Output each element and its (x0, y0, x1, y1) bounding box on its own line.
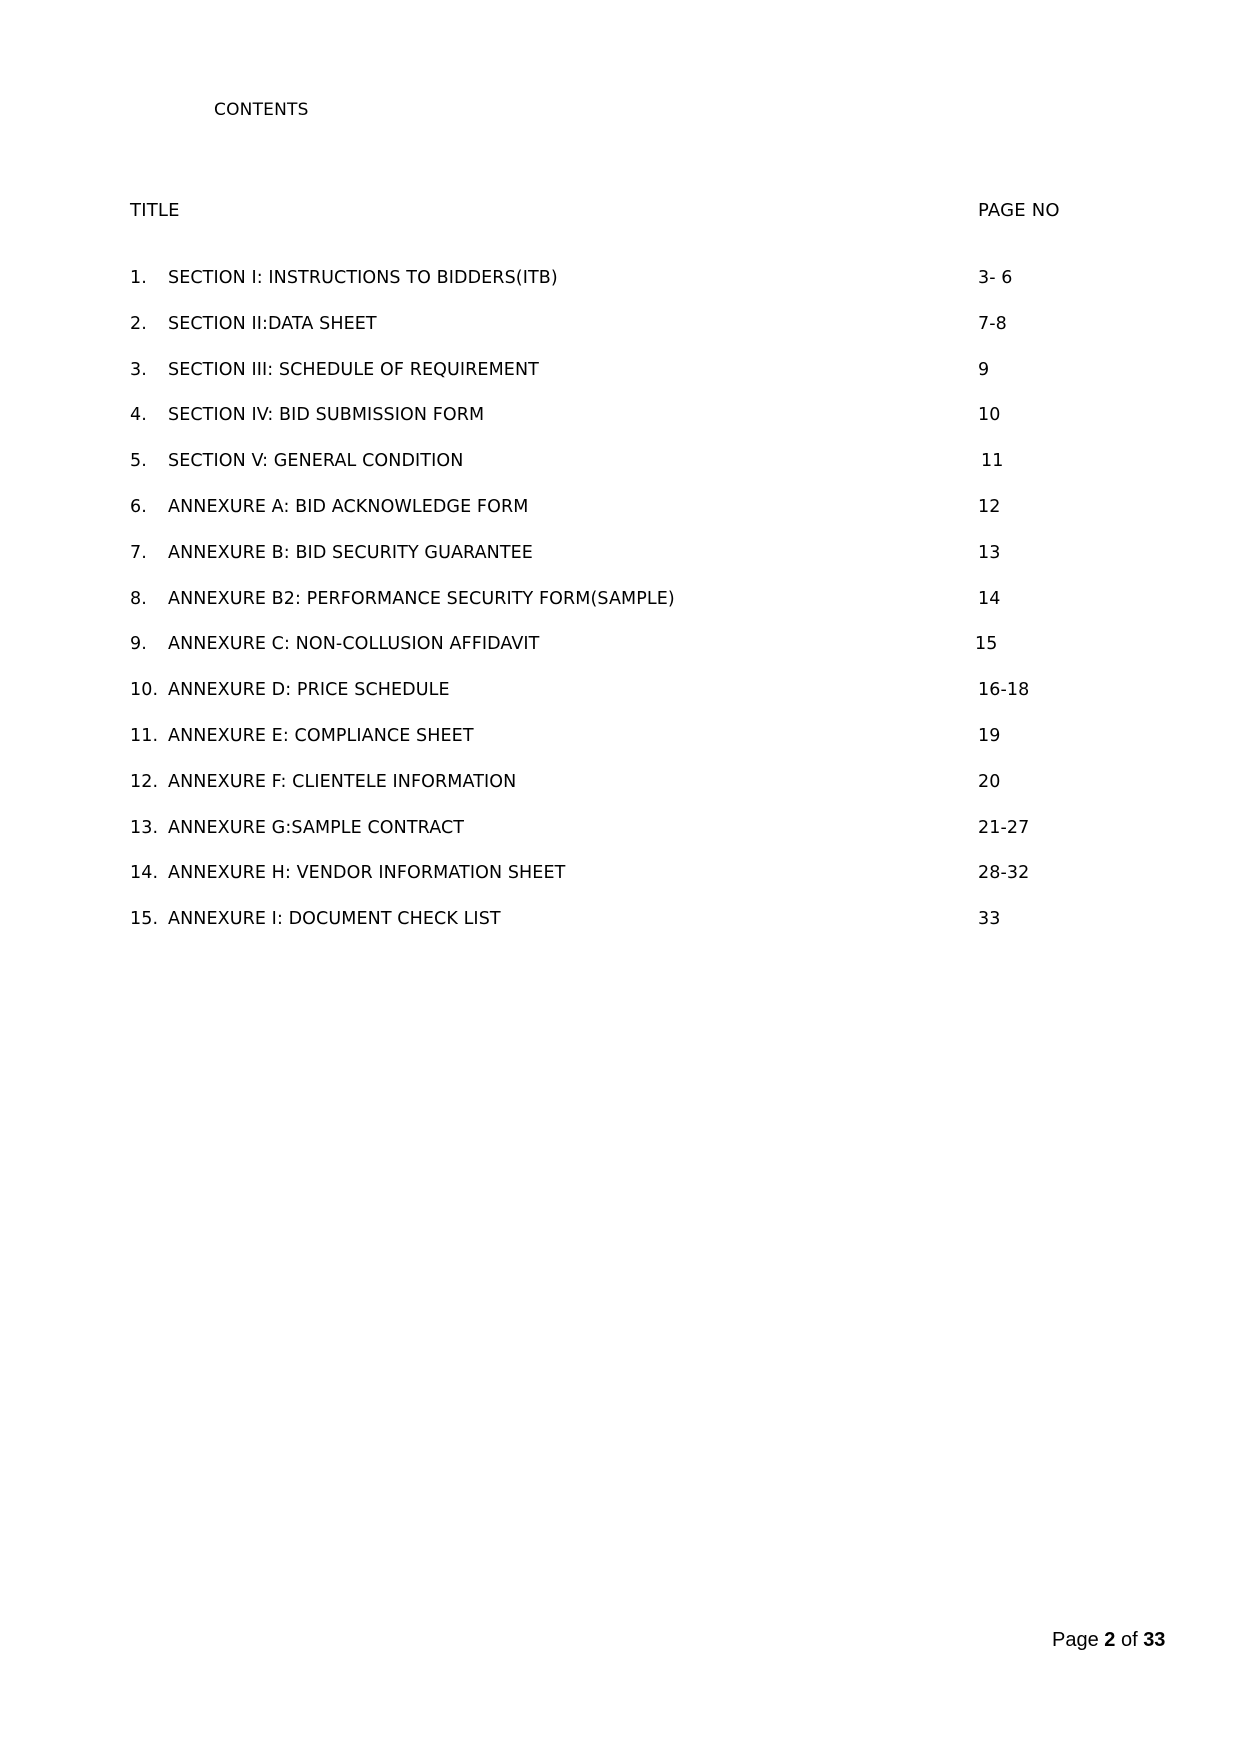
toc-entry-page: 12 (978, 496, 1001, 517)
toc-entry-number: 13. (130, 817, 159, 838)
toc-entry (130, 772, 1090, 818)
toc-entry-title: ANNEXURE B: BID SECURITY GUARANTEE (168, 542, 533, 563)
toc-entry-page: 19 (978, 725, 1001, 746)
toc-entry-number: 2. (130, 313, 147, 334)
toc-entry-number: 1. (130, 268, 147, 288)
toc-entry-title: ANNEXURE C: NON-COLLUSION AFFIDAVIT (168, 634, 540, 655)
toc-entry-number: 5. (130, 451, 147, 472)
toc-entry (130, 543, 1090, 589)
toc-entry (130, 314, 1090, 360)
toc-entry-title: SECTION V: GENERAL CONDITION (168, 451, 464, 472)
toc-entry-title: ANNEXURE F: CLIENTELE INFORMATION (168, 771, 517, 792)
toc-entry (130, 680, 1090, 726)
table-of-contents (130, 268, 1090, 955)
page-no-column-header: PAGE NO (978, 200, 1060, 221)
title-column-header: TITLE (130, 200, 180, 221)
toc-entry-title: ANNEXURE A: BID ACKNOWLEDGE FORM (168, 496, 529, 517)
toc-entry-title: ANNEXURE I: DOCUMENT CHECK LIST (168, 909, 501, 930)
toc-entry-number: 8. (130, 588, 147, 609)
toc-entry-page: 14 (978, 588, 1001, 609)
toc-entry-title: ANNEXURE B2: PERFORMANCE SECURITY FORM(SAMPLE) (168, 588, 675, 609)
toc-entry-page: 21-27 (978, 817, 1030, 838)
page-footer (1052, 1629, 1165, 1652)
toc-entry-title: ANNEXURE E: COMPLIANCE SHEET (168, 725, 474, 746)
toc-entry-page: 3- 6 (978, 268, 1013, 288)
toc-entry-page: 11 (981, 451, 1004, 472)
toc-entry (130, 589, 1090, 635)
footer-total-pages: 33 (1143, 1629, 1166, 1651)
toc-entry-number: 10. (130, 680, 159, 701)
toc-entry-title: SECTION I: INSTRUCTIONS TO BIDDERS(ITB) (168, 268, 558, 288)
toc-entry (130, 818, 1090, 864)
footer-current-page: 2 (1104, 1629, 1116, 1651)
toc-entry-page: 10 (978, 405, 1001, 426)
toc-entry-page: 28-32 (978, 863, 1030, 884)
toc-entry-title: SECTION IV: BID SUBMISSION FORM (168, 405, 485, 426)
toc-entry-page: 33 (978, 909, 1001, 930)
toc-entry-number: 7. (130, 542, 147, 563)
toc-entry-page: 16-18 (978, 680, 1030, 701)
toc-entry (130, 451, 1090, 497)
toc-entry-number: 14. (130, 863, 159, 884)
toc-entry-number: 11. (130, 725, 159, 746)
toc-entry-number: 9. (130, 634, 147, 655)
toc-entry-title: SECTION II:DATA SHEET (168, 313, 377, 334)
footer-page-prefix: Page (1052, 1629, 1105, 1651)
toc-entry (130, 360, 1090, 406)
toc-entry-title: ANNEXURE G:SAMPLE CONTRACT (168, 817, 465, 838)
toc-entry-page: 15 (975, 634, 998, 655)
toc-entry-number: 4. (130, 405, 147, 426)
toc-entry-number: 6. (130, 496, 147, 517)
toc-entry-title: ANNEXURE H: VENDOR INFORMATION SHEET (168, 863, 566, 884)
toc-entry-page: 20 (978, 771, 1001, 792)
toc-entry (130, 909, 1090, 955)
toc-entry (130, 634, 1090, 680)
toc-entry-page: 13 (978, 542, 1001, 563)
toc-entry (130, 726, 1090, 772)
toc-entry-number: 3. (130, 359, 147, 380)
toc-entry (130, 405, 1090, 451)
contents-heading: CONTENTS (214, 100, 309, 120)
toc-entry-page: 7-8 (978, 313, 1007, 334)
toc-entry-number: 12. (130, 771, 159, 792)
toc-entry (130, 497, 1090, 543)
toc-entry (130, 268, 1090, 314)
toc-entry (130, 863, 1090, 909)
toc-entry-page: 9 (978, 359, 990, 380)
toc-entry-title: SECTION III: SCHEDULE OF REQUIREMENT (168, 359, 539, 380)
toc-entry-title: ANNEXURE D: PRICE SCHEDULE (168, 680, 450, 701)
footer-of-text: of (1115, 1629, 1144, 1651)
toc-entry-number: 15. (130, 909, 159, 930)
